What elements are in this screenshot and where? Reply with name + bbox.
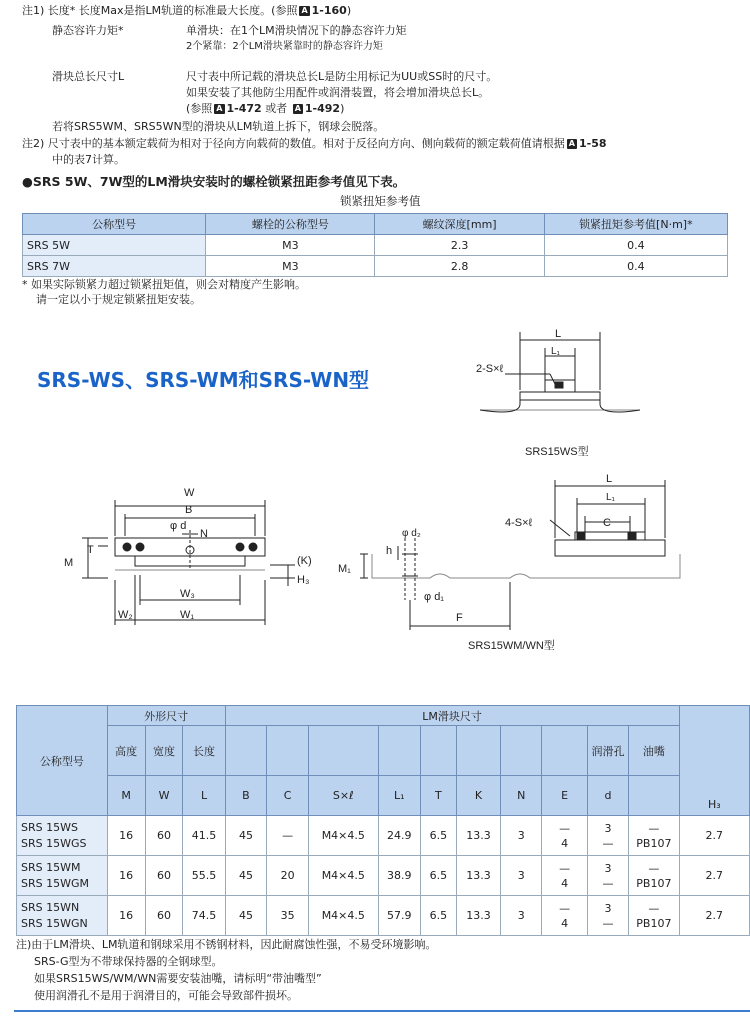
col-height: 高度 [107, 726, 145, 776]
col-header: 锁紧扭矩参考值[N·m]* [544, 214, 727, 235]
group-block: LM滑块尺寸 [225, 706, 679, 726]
dim-h: h [386, 545, 393, 557]
dim-W3: W₃ [180, 588, 195, 600]
sym-K: K [456, 776, 500, 816]
dim-L-side: L [606, 473, 613, 485]
bottom-note-4: 使用润滑孔不是用于润滑目的，可能会导致部件损坏。 [34, 989, 298, 1002]
dim-d: φ d [170, 520, 187, 532]
table-cell: 6.5 [420, 816, 456, 856]
sym-S: S×ℓ [308, 776, 378, 816]
dim-L1: L₁ [551, 346, 560, 357]
table-cell: 16 [107, 856, 145, 896]
table-cell: M3 [206, 235, 375, 256]
col-model: 公称型号 [17, 706, 108, 816]
dim-H3: H₃ [297, 574, 310, 586]
table-cell: 6.5 [420, 896, 456, 936]
ref-link[interactable]: 1-472 [226, 102, 262, 115]
block-line2: 如果安装了其他防尘用配件或润滑装置，将会增加滑块总长L。 [186, 86, 490, 99]
table-cell: 16 [107, 816, 145, 856]
table-cell: 0.4 [544, 235, 727, 256]
dim-W1: W₁ [180, 609, 195, 621]
dim-M1: M₁ [338, 563, 351, 575]
bottom-note-2: SRS-G型为不带球保持器的全钢球型。 [34, 955, 223, 968]
torque-footnote-1: * 如果实际锁紧力超过锁紧扭矩值，则会对精度产生影响。 [22, 278, 306, 291]
group-outer: 外形尺寸 [107, 706, 225, 726]
torque-heading: ●SRS 5W、7W型的LM滑块安装时的螺栓锁紧扭距参考值见下表。 [22, 174, 406, 189]
table-row [17, 816, 750, 856]
table-cell: 20 [267, 856, 309, 896]
sym-T: T [420, 776, 456, 816]
caption-wm-wn: SRS15WM/WN型 [468, 640, 555, 652]
technical-drawing [0, 320, 750, 660]
table-row [17, 896, 750, 936]
dim-B: B [185, 504, 193, 516]
table-cell: — PB107 [629, 816, 679, 856]
col-header: 螺纹深度[mm] [375, 214, 544, 235]
note-2-line2: 中的表7计算。 [52, 153, 125, 166]
table-cell: — 4 [542, 896, 587, 936]
model-cell: SRS 15WS SRS 15WGS [17, 816, 108, 856]
table-cell: 35 [267, 896, 309, 936]
table-cell: 45 [225, 896, 267, 936]
table-cell: 24.9 [378, 816, 420, 856]
table-cell: 6.5 [420, 856, 456, 896]
dim-T: T [87, 544, 94, 556]
dim-W2: W₂ [118, 609, 133, 621]
table-cell: 13.3 [456, 856, 500, 896]
dimension-table [16, 705, 750, 936]
table-cell: 2.3 [375, 235, 544, 256]
table-cell: 60 [145, 856, 183, 896]
table-cell: 60 [145, 816, 183, 856]
ref-link[interactable]: 1-58 [579, 137, 607, 150]
dim-K: (K) [297, 555, 312, 567]
static-line1: 单滑块：在1个LM滑块情况下的静态容许力矩 [186, 24, 407, 37]
table-cell: 3 — [587, 896, 629, 936]
col-length: 长度 [183, 726, 225, 776]
table-cell: 2.8 [375, 256, 544, 277]
ref-link[interactable]: 1-160 [311, 4, 347, 17]
table-cell: 2.7 [679, 856, 749, 896]
table-cell: 2.7 [679, 816, 749, 856]
table-cell: M3 [206, 256, 375, 277]
torque-table-title: 锁紧扭矩参考值 [340, 194, 421, 208]
remove-warning: 若将SRS5WM、SRS5WN型的滑块从LM轨道上拆下，钢球会脱落。 [52, 120, 385, 133]
table-cell: M4×4.5 [308, 856, 378, 896]
ref-link[interactable]: 1-492 [304, 102, 341, 115]
table-cell: 13.3 [456, 816, 500, 856]
sym-W: W [145, 776, 183, 816]
table-cell: 57.9 [378, 896, 420, 936]
col-lube: 润滑孔 [587, 726, 629, 776]
table-row [23, 256, 728, 277]
dim-L1-side: L₁ [606, 492, 615, 503]
front-view [82, 500, 295, 625]
bottom-rule [14, 1010, 750, 1012]
bottom-note-1: 注)由于LM滑块、LM轨道和钢球采用不锈钢材料，因此耐腐蚀性强，不易受环境影响。 [16, 938, 437, 951]
ref-badge: A [301, 6, 308, 15]
table-cell: — PB107 [629, 896, 679, 936]
table-cell: 0.4 [544, 256, 727, 277]
torque-table-header [23, 214, 728, 235]
note-1: 注1) 长度* 长度Max是指LM轨道的标准最大长度。(参照 A 1-160) [22, 4, 352, 17]
table-cell: 41.5 [183, 816, 225, 856]
col-width: 宽度 [145, 726, 183, 776]
dim-W: W [184, 487, 195, 499]
dim-M: M [64, 557, 74, 569]
table-cell: 3 [501, 896, 542, 936]
sym-d: d [587, 776, 629, 816]
col-header: 螺栓的公称型号 [206, 214, 375, 235]
table-cell: — 4 [542, 816, 587, 856]
sym-nipple [629, 776, 679, 816]
section-title: SRS-WS、SRS-WM和SRS-WN型 [37, 368, 370, 392]
table-cell: SRS 5W [23, 235, 206, 256]
sym-N: N [501, 776, 542, 816]
sym-L: L [183, 776, 225, 816]
block-line3: (参照 A 1-472 或者 A 1-492) [186, 102, 345, 115]
table-cell: 2.7 [679, 896, 749, 936]
block-line1: 尺寸表中所记载的滑块总长L是防尘用标记为UU或SS时的尺寸。 [186, 70, 498, 83]
dim-d1: φ d₁ [424, 591, 445, 603]
table-cell: 16 [107, 896, 145, 936]
table-cell: 60 [145, 896, 183, 936]
table-cell: 3 — [587, 816, 629, 856]
table-cell: 45 [225, 816, 267, 856]
dim-d2: φ d₂ [402, 528, 421, 539]
sym-C: C [267, 776, 309, 816]
dim-N: N [200, 528, 208, 540]
note-2: 注2) 尺寸表中的基本额定载荷为相对于径向方向载荷的数值。相对于反径向方向、侧向载荷的额定载荷值请根据 A 1-58 [22, 137, 607, 150]
dim-2S: 2-S×ℓ [476, 363, 504, 375]
table-cell: 45 [225, 856, 267, 896]
sym-E: E [542, 776, 587, 816]
table-cell: 55.5 [183, 856, 225, 896]
table-cell: 74.5 [183, 896, 225, 936]
table-cell: M4×4.5 [308, 896, 378, 936]
table-row [23, 235, 728, 256]
dim-L: L [555, 328, 562, 340]
srs15ws-drawing [480, 332, 640, 412]
static-line2: 2个紧靠：2个LM滑块紧靠时的静态容许力矩 [186, 41, 383, 52]
table-row [17, 856, 750, 896]
table-cell: 38.9 [378, 856, 420, 896]
torque-table [22, 213, 728, 277]
bottom-note-3: 如果SRS15WS/WM/WN需要安装油嘴，请标明“带油嘴型” [34, 972, 322, 985]
table-cell: — [267, 816, 309, 856]
dim-F: F [456, 612, 463, 624]
table-cell: SRS 7W [23, 256, 206, 277]
block-length-label: 滑块总长尺寸L [52, 70, 125, 83]
static-moment-label: 静态容许力矩* [52, 24, 124, 37]
sym-B: B [225, 776, 267, 816]
table-cell: M4×4.5 [308, 816, 378, 856]
table-cell: 13.3 [456, 896, 500, 936]
col-header: 公称型号 [23, 214, 206, 235]
torque-footnote-2: 请一定以小于规定锁紧扭矩安装。 [36, 293, 201, 306]
table-cell: — 4 [542, 856, 587, 896]
col-H3: H₃ [679, 706, 749, 816]
table-cell: 3 [501, 856, 542, 896]
dim-4S: 4-S×ℓ [505, 517, 533, 529]
side-view [360, 480, 680, 630]
table-cell: 3 — [587, 856, 629, 896]
model-cell: SRS 15WN SRS 15WGN [17, 896, 108, 936]
col-nipple: 油嘴 [629, 726, 679, 776]
dim-C: C [603, 517, 611, 529]
model-cell: SRS 15WM SRS 15WGM [17, 856, 108, 896]
sym-L1: L₁ [378, 776, 420, 816]
caption-ws: SRS15WS型 [525, 446, 589, 458]
table-cell: — PB107 [629, 856, 679, 896]
table-cell: 3 [501, 816, 542, 856]
sym-M: M [107, 776, 145, 816]
